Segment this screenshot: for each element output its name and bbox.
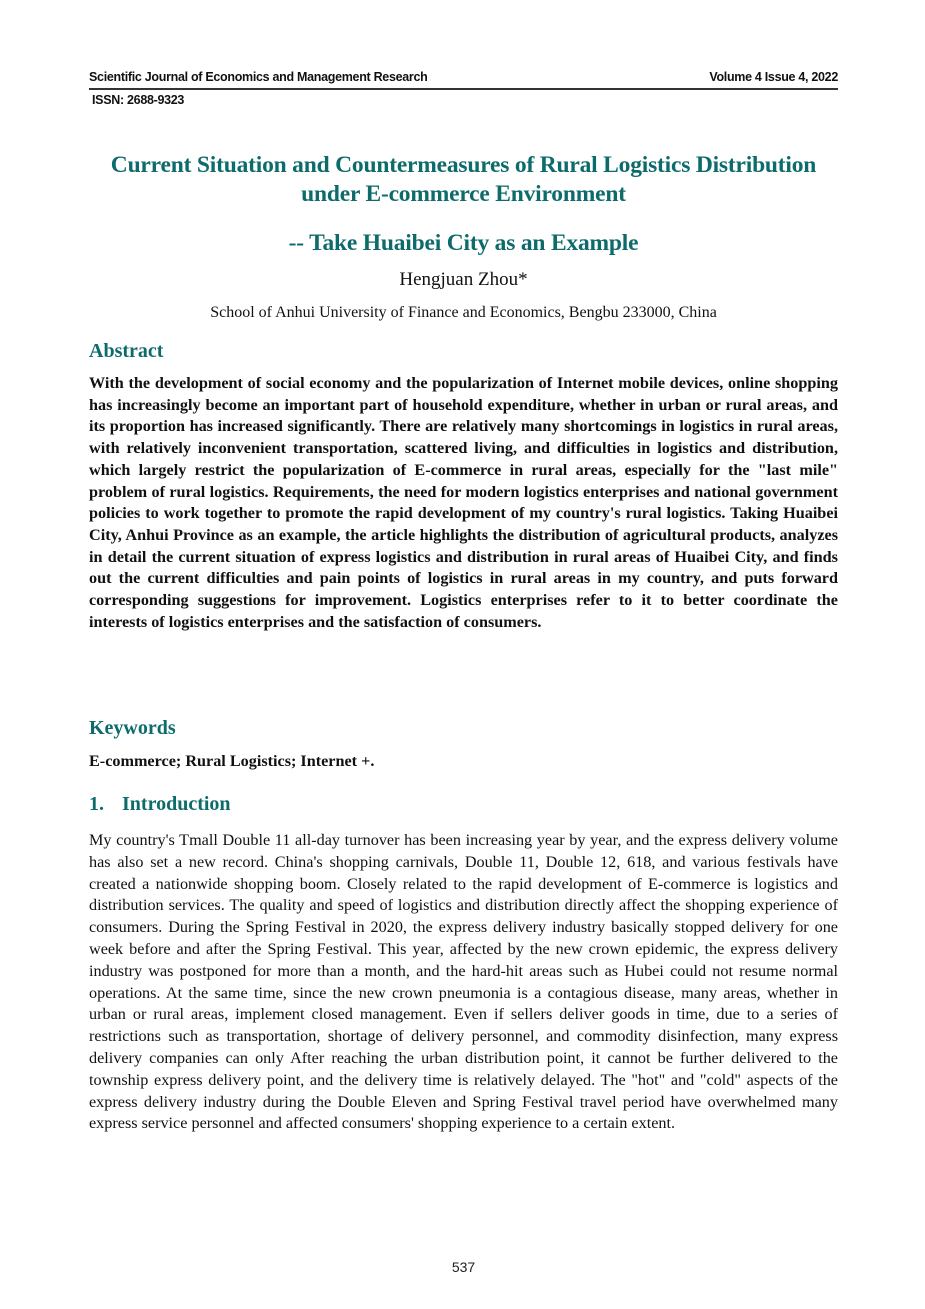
- journal-name: Scientific Journal of Economics and Management Research: [89, 70, 428, 84]
- introduction-heading: [89, 791, 231, 817]
- author: Hengjuan Zhou*: [399, 269, 528, 290]
- issn: ISSN: 2688-9323: [92, 93, 185, 107]
- abstract-heading: Abstract: [89, 340, 164, 362]
- keywords-heading: Keywords: [89, 717, 176, 739]
- header-rule: [89, 88, 838, 90]
- article-subtitle: -- Take Huaibei City as an Example: [288, 230, 639, 256]
- abstract-text: With the development of social economy and the popularization of Internet mobile devices, online shopping has increasingly become an important part of household expenditure, whether in urban or rural areas, and its proportion has increased significantly. There are relatively many shortcomings in logistics in rural areas, with relatively inconvenient transportation, scattered living, and difficulties in logistics and distribution, which largely restrict the popularization of E-commerce in rural areas, especially for the "last mile" problem of rural logistics. Requirements, the need for modern logistics enterprises and national government policies to work together to promote the rapid development of my country's rural logistics. Taking Huaibei City, Anhui Province as an example, the article highlights the distribution of agricultural products, analyzes in detail the current situation of express logistics and distribution in rural areas of Huaibei City, and finds out the current difficulties and pain points of logistics in rural areas in my country, and puts forward corresponding suggestions for improvement. Logistics enterprises refer to it to better coordinate the interests of logistics enterprises and the satisfaction of consumers.: [89, 374, 838, 631]
- running-header: [89, 70, 838, 84]
- introduction-text: My country's Tmall Double 11 all-day turnover has been increasing year by year, and the express delivery volume has also set a new record. China's shopping carnivals, Double 11, Double 12, 618, and various festivals have created a nationwide shopping boom. Closely related to the rapid development of E-commerce is logistics and distribution services. The quality and speed of logistics and distribution directly affect the shopping experience of consumers. During the Spring Festival in 2020, the express delivery industry basically stopped delivery for one week before and after the Spring Festival. This year, affected by the new crown epidemic, the express delivery industry was postponed for more than a month, and the hard-hit areas such as Hubei could not resume normal operations. At the same time, since the new crown pneumonia is a contagious disease, many areas, whether in urban or rural areas, implement closed management. Even if sellers deliver goods in time, due to a series of restrictions such as transportation, shortage of delivery personnel, and commodity disinfection, many express delivery companies can only After reaching the urban distribution point, it cannot be further delivered to the township express delivery point, and the delivery time is relatively delayed. The "hot" and "cold" aspects of the express delivery industry during the Double Eleven and Spring Festival travel period have overwhelmed many express service personnel and affected consumers' shopping experience to a certain extent.: [89, 831, 838, 1133]
- page-number: 537: [451, 1259, 476, 1275]
- keywords-text: E-commerce; Rural Logistics; Internet +.: [89, 752, 375, 770]
- volume-issue: Volume 4 Issue 4, 2022: [709, 70, 838, 84]
- section-title: Introduction: [122, 793, 231, 815]
- affiliation: School of Anhui University of Finance and Economics, Bengbu 233000, China: [210, 304, 717, 321]
- section-number: 1.: [89, 793, 104, 815]
- article-title: Current Situation and Countermeasures of Rural Logistics Distribution under E-commerce Environment: [110, 152, 817, 207]
